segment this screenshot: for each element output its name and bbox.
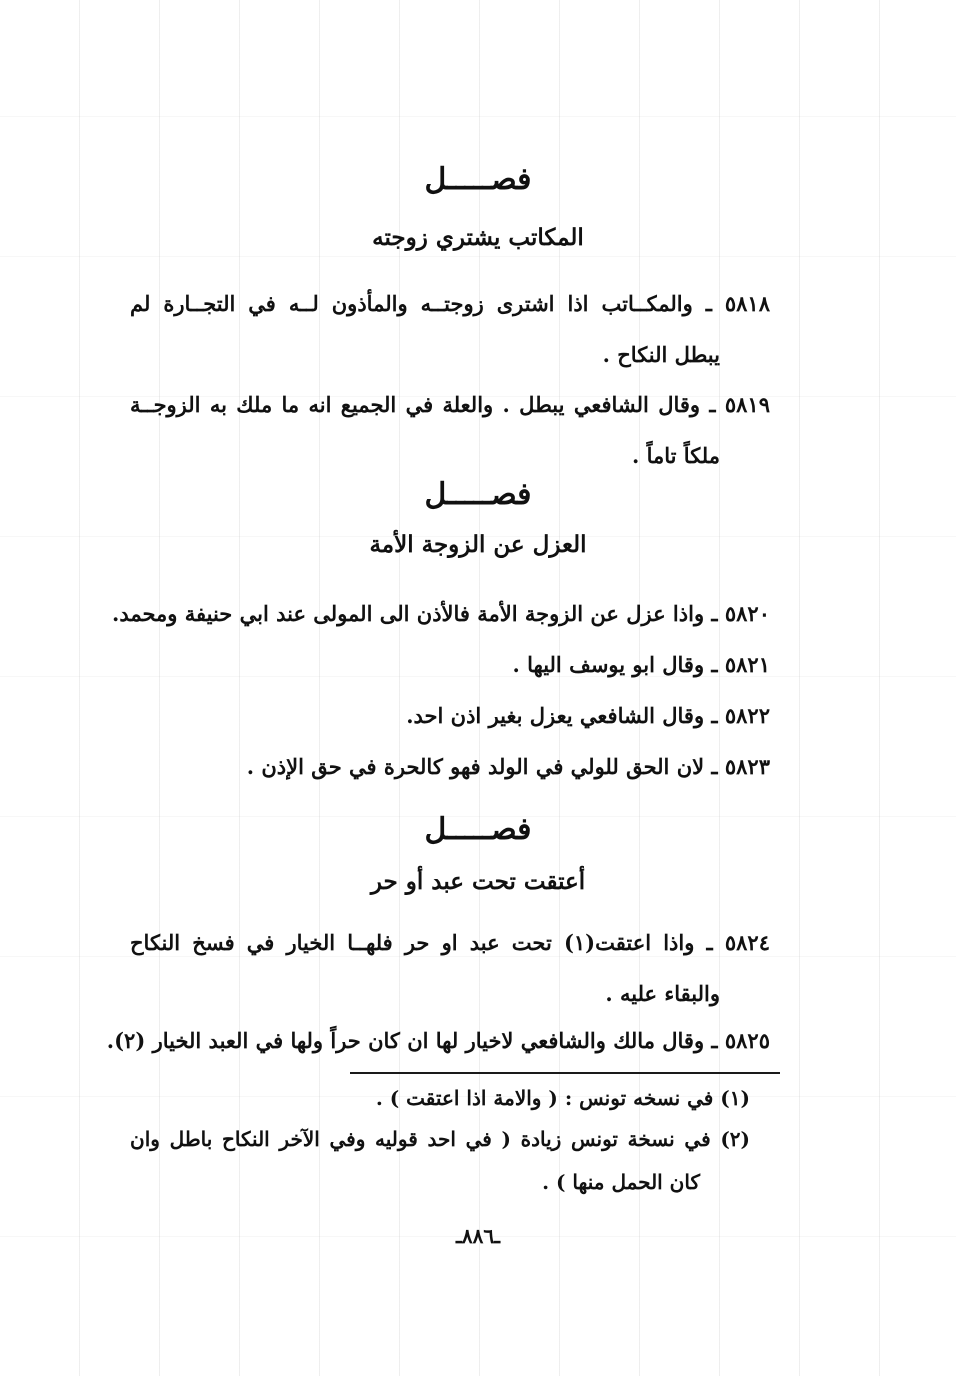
section-title: أعتقت تحت عبد أو حر xyxy=(370,868,586,895)
paragraph-5819-line1: ٥٨١٩ ـ وقال الشافعي يبطل . والعلة في الجميع انه ما ملك به الزوجــة xyxy=(130,392,770,417)
section-heading: فصـــــل xyxy=(424,162,532,197)
page-number: ـ٨٨٦ـ xyxy=(456,1224,500,1248)
section-heading: فصـــــل xyxy=(424,477,532,512)
footnote-separator xyxy=(350,1072,780,1074)
paragraph-5821: ٥٨٢١ ـ وقال ابو يوسف اليها . xyxy=(512,652,770,677)
paragraph-5822: ٥٨٢٢ ـ وقال الشافعي يعزل بغير اذن احد. xyxy=(406,703,770,728)
paragraph-5825: ٥٨٢٥ ـ وقال مالك والشافعي لاخيار لها ان كان حراً ولها في العبد الخيار (٢). xyxy=(106,1028,770,1053)
paragraph-5820: ٥٨٢٠ ـ واذا عزل عن الزوجة الأمة فالأذن الى المولى عند ابي حنيفة ومحمد. xyxy=(112,601,770,626)
footnote-2-line1: (٢) في نسخة تونس زيادة ( في احد قوليه وفي الآخر النكاح باطل وان xyxy=(130,1127,750,1151)
footnote-1: (١) في نسخه تونس : ( والامة اذا اعتقت ) . xyxy=(375,1086,750,1110)
paragraph-5818-line1: ٥٨١٨ ـ والمكــاتب اذا اشترى زوجتــه والمأذون لــه في التجــارة لم xyxy=(130,291,770,316)
paragraph-5824-line1: ٥٨٢٤ ـ واذا اعتقت(١) تحت عبد او حر فلهــا الخيار في فسخ النكاح xyxy=(130,930,770,955)
footnote-2-line2: كان الحمل منها ) . xyxy=(542,1170,700,1194)
paragraph-5824-line2: والبقاء عليه . xyxy=(605,981,720,1006)
paragraph-5819-line2: ملكاً تاماً . xyxy=(631,443,720,468)
section-title: العزل عن الزوجة الأمة xyxy=(369,531,587,558)
paragraph-5818-line2: يبطل النكاح . xyxy=(602,342,720,367)
section-title: المكاتب يشتري زوجته xyxy=(372,224,584,251)
section-heading: فصـــــل xyxy=(424,812,532,847)
paragraph-5823: ٥٨٢٣ ـ لان الحق للولي في الولد فهو كالحرة في حق الإذن . xyxy=(246,754,770,779)
